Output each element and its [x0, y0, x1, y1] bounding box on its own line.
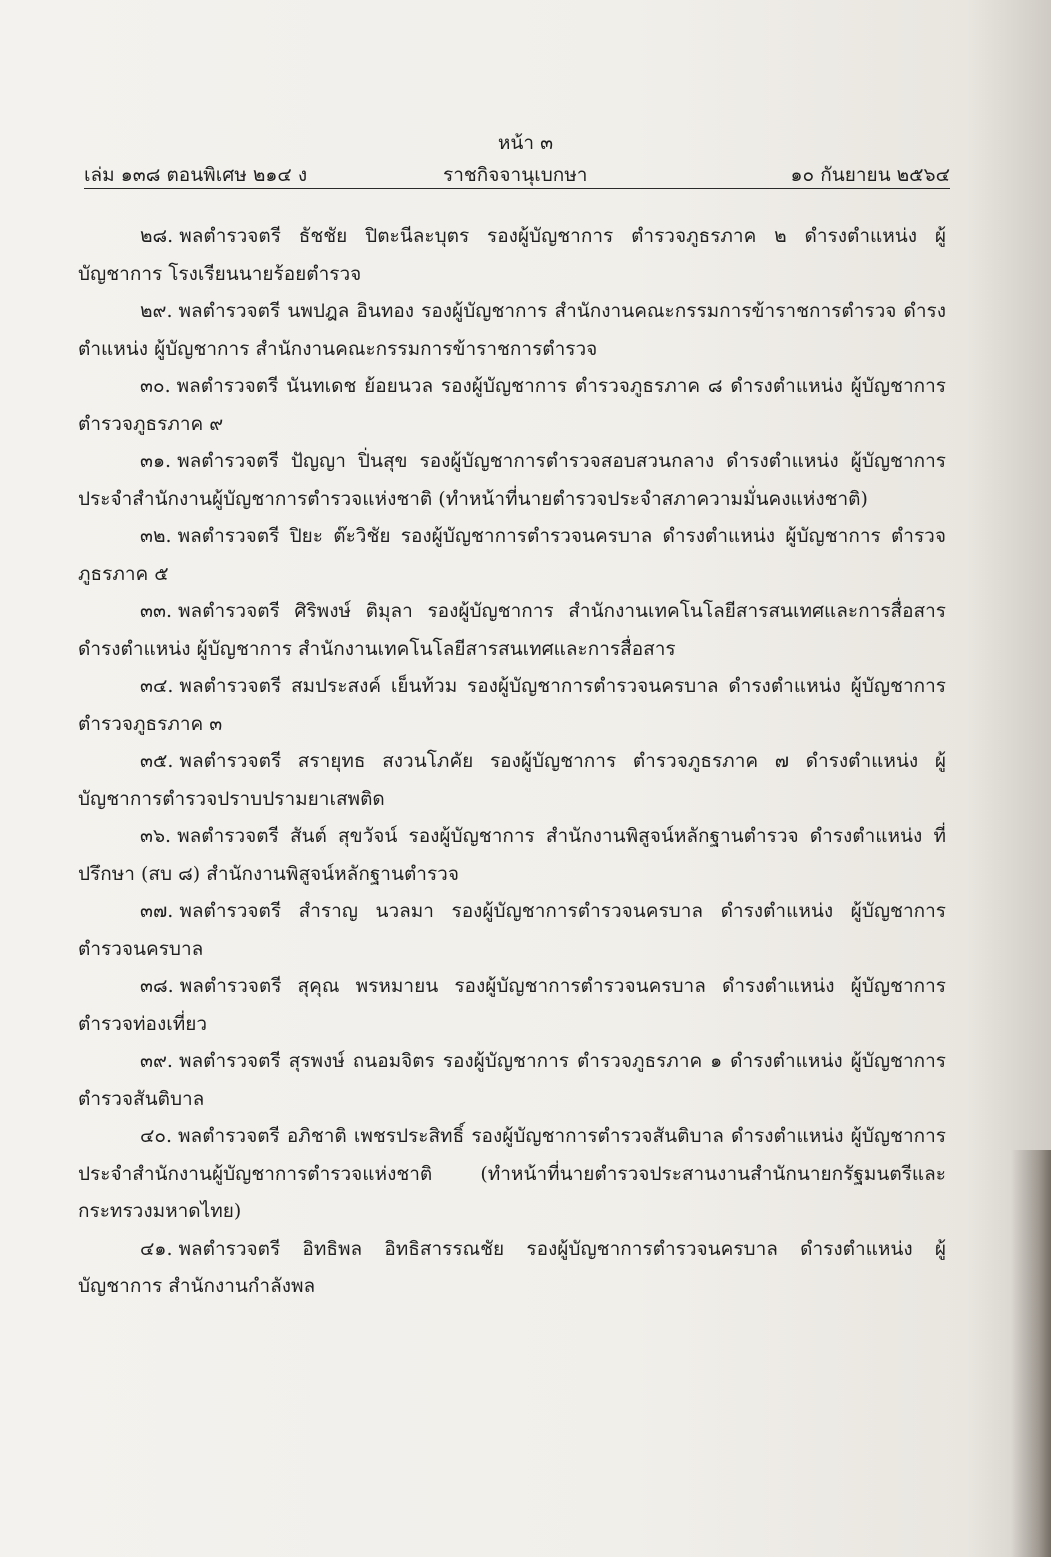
list-item: [78, 518, 946, 593]
item-number: ๒๘.: [140, 225, 174, 247]
item-text: พลตำรวจตรี ธัชชัย ปิตะนีละบุตร รองผู้บัญชาการ ตำรวจภูธรภาค ๒ ดำรงตำแหน่ง ผู้บัญชาการ โรงเรียนนายร้อยตำรวจ: [78, 225, 946, 285]
item-text: พลตำรวจตรี ปิยะ ต๊ะวิชัย รองผู้บัญชาการตำรวจนครบาล ดำรงตำแหน่ง ผู้บัญชาการ ตำรวจภูธรภาค ๕: [78, 525, 946, 585]
item-number: ๓๗.: [140, 900, 174, 922]
item-number: ๓๘.: [140, 975, 174, 997]
item-text: พลตำรวจตรี สุคุณ พรหมายน รองผู้บัญชาการตำรวจนครบาล ดำรงตำแหน่ง ผู้บัญชาการตำรวจท่องเที่ยว: [78, 975, 946, 1035]
list-item: [78, 743, 946, 818]
item-text: พลตำรวจตรี สมประสงค์ เย็นท้วม รองผู้บัญชาการตำรวจนครบาล ดำรงตำแหน่ง ผู้บัญชาการ ตำรวจภูธรภาค ๓: [78, 675, 946, 735]
item-number: ๓๒.: [140, 525, 172, 547]
list-item: [78, 368, 946, 443]
item-text: พลตำรวจตรี สรายุทธ สงวนโภคัย รองผู้บัญชาการ ตำรวจภูธรภาค ๗ ดำรงตำแหน่ง ผู้บัญชาการตำรวจปราบปรามยาเสพติด: [78, 750, 946, 810]
item-number: ๔๑.: [140, 1237, 173, 1260]
publication-title: ราชกิจจานุเบกษา: [443, 164, 588, 186]
list-item: [78, 443, 946, 518]
page-edge-shadow: [1011, 1150, 1051, 1557]
item-text: พลตำรวจตรี นันทเดช ย้อยนวล รองผู้บัญชาการ ตำรวจภูธรภาค ๘ ดำรงตำแหน่ง ผู้บัญชาการ ตำรวจภูธรภาค ๙: [78, 375, 946, 435]
list-item: [78, 1043, 946, 1118]
list-item: [78, 1118, 946, 1231]
item-number: ๓๖.: [140, 825, 172, 847]
list-item: [78, 818, 946, 893]
issue-date: ๑๐ กันยายน ๒๕๖๔: [790, 164, 950, 186]
header-divider: [84, 188, 950, 189]
list-item: [78, 293, 946, 368]
item-number: ๔๐.: [140, 1125, 173, 1147]
appointment-list: [78, 218, 946, 1306]
page-number: หน้า ๓: [497, 132, 554, 154]
item-number: ๓๔.: [140, 675, 174, 697]
gazette-header: [84, 160, 950, 190]
list-item: [78, 218, 946, 293]
item-number: ๓๐.: [140, 375, 171, 397]
item-number: ๓๙.: [140, 1050, 173, 1072]
item-number: ๓๓.: [140, 600, 173, 622]
item-text: พลตำรวจตรี อภิชาติ เพชรประสิทธิ์ รองผู้บัญชาการตำรวจสันติบาล ดำรงตำแหน่ง ผู้บัญชาการ ประจำสำนักงานผู้บัญชาการตำรวจแห่งชาติ (ทำหน้าที่นายตำรวจประสานงานสำนักนายกรัฐมนตรีและกระทรวงมหาดไทย): [78, 1125, 946, 1222]
list-item: [78, 968, 946, 1043]
list-item: [78, 1231, 946, 1306]
item-number: ๓๑.: [140, 450, 172, 472]
list-item: [78, 893, 946, 968]
item-text: พลตำรวจตรี ศิริพงษ์ ติมุลา รองผู้บัญชาการ สำนักงานเทคโนโลยีสารสนเทศและการสื่อสาร ดำรงตำแหน่ง ผู้บัญชาการ สำนักงานเทคโนโลยีสารสนเทศและการสื่อสาร: [78, 600, 946, 660]
item-text: พลตำรวจตรี สุรพงษ์ ถนอมจิตร รองผู้บัญชาการ ตำรวจภูธรภาค ๑ ดำรงตำแหน่ง ผู้บัญชาการตำรวจสันติบาล: [78, 1050, 946, 1110]
item-text: พลตำรวจตรี อิทธิพล อิทธิสารรณชัย รองผู้บัญชาการตำรวจนครบาล ดำรงตำแหน่ง ผู้บัญชาการ สำนักงานกำลังพล: [78, 1237, 946, 1297]
list-item: [78, 593, 946, 668]
item-number: ๓๕.: [140, 750, 174, 772]
item-text: พลตำรวจตรี ปัญญา ปิ่นสุข รองผู้บัญชาการตำรวจสอบสวนกลาง ดำรงตำแหน่ง ผู้บัญชาการ ประจำสำนักงานผู้บัญชาการตำรวจแห่งชาติ (ทำหน้าที่นายตำรวจประจำสภาความมั่นคงแห่งชาติ): [78, 450, 946, 510]
volume-label: เล่ม ๑๓๘ ตอนพิเศษ ๒๑๔ ง: [84, 164, 308, 186]
list-item: [78, 668, 946, 743]
item-text: พลตำรวจตรี สันต์ สุขวัจน์ รองผู้บัญชาการ สำนักงานพิสูจน์หลักฐานตำรวจ ดำรงตำแหน่ง ที่ปรึกษา (สบ ๘) สำนักงานพิสูจน์หลักฐานตำรวจ: [78, 825, 946, 885]
item-text: พลตำรวจตรี สำราญ นวลมา รองผู้บัญชาการตำรวจนครบาล ดำรงตำแหน่ง ผู้บัญชาการตำรวจนครบาล: [78, 900, 946, 960]
item-number: ๒๙.: [140, 300, 173, 322]
item-text: พลตำรวจตรี นพปฎล อินทอง รองผู้บัญชาการ สำนักงานคณะกรรมการข้าราชการตำรวจ ดำรงตำแหน่ง ผู้บัญชาการ สำนักงานคณะกรรมการข้าราชการตำรวจ: [78, 300, 946, 360]
